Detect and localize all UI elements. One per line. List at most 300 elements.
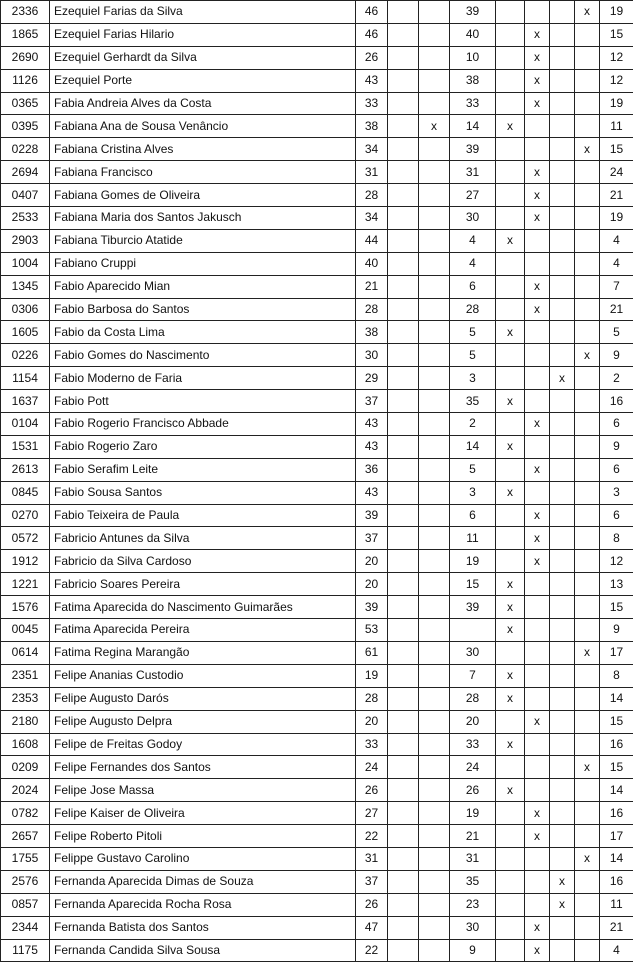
mark-cell-6 — [575, 779, 600, 802]
mark-cell-6 — [575, 92, 600, 115]
mark-cell-6 — [575, 710, 600, 733]
mark-cell-3 — [496, 939, 525, 962]
total-cell: 6 — [600, 504, 633, 527]
age-cell: 33 — [356, 733, 388, 756]
mark-cell-2 — [419, 527, 450, 550]
mark-cell-6 — [575, 893, 600, 916]
mark-cell-1 — [388, 161, 419, 184]
mark-cell-4 — [525, 573, 550, 596]
mark-cell-3: x — [496, 733, 525, 756]
number-cell: 5 — [450, 321, 496, 344]
mark-cell-6 — [575, 229, 600, 252]
name-cell: Ezequiel Farias da Silva — [50, 1, 356, 24]
total-cell: 4 — [600, 252, 633, 275]
number-cell: 39 — [450, 1, 496, 24]
mark-cell-6 — [575, 115, 600, 138]
mark-cell-6 — [575, 802, 600, 825]
mark-cell-4: x — [525, 802, 550, 825]
mark-cell-6 — [575, 825, 600, 848]
mark-cell-6 — [575, 184, 600, 207]
code-cell: 0614 — [1, 641, 50, 664]
mark-cell-6 — [575, 870, 600, 893]
mark-cell-6 — [575, 550, 600, 573]
total-cell: 15 — [600, 756, 633, 779]
name-cell: Fabio Sousa Santos — [50, 481, 356, 504]
mark-cell-2 — [419, 435, 450, 458]
total-cell: 14 — [600, 687, 633, 710]
table-row — [1, 207, 633, 230]
name-cell: Felipe Kaiser de Oliveira — [50, 802, 356, 825]
name-cell: Fabiana Tiburcio Atatide — [50, 229, 356, 252]
total-cell: 5 — [600, 321, 633, 344]
mark-cell-3 — [496, 252, 525, 275]
number-cell: 3 — [450, 481, 496, 504]
total-cell: 6 — [600, 458, 633, 481]
mark-cell-2 — [419, 298, 450, 321]
mark-cell-1 — [388, 458, 419, 481]
name-cell: Fabiana Gomes de Oliveira — [50, 184, 356, 207]
mark-cell-5 — [550, 527, 575, 550]
table-row — [1, 138, 633, 161]
age-cell: 29 — [356, 367, 388, 390]
mark-cell-5 — [550, 161, 575, 184]
mark-cell-5 — [550, 664, 575, 687]
code-cell: 0365 — [1, 92, 50, 115]
total-cell: 16 — [600, 390, 633, 413]
number-cell: 40 — [450, 23, 496, 46]
mark-cell-1 — [388, 527, 419, 550]
age-cell: 46 — [356, 1, 388, 24]
mark-cell-2 — [419, 138, 450, 161]
mark-cell-1 — [388, 870, 419, 893]
mark-cell-5 — [550, 641, 575, 664]
mark-cell-3 — [496, 893, 525, 916]
code-cell: 1175 — [1, 939, 50, 962]
mark-cell-3 — [496, 550, 525, 573]
mark-cell-3: x — [496, 664, 525, 687]
number-cell: 7 — [450, 664, 496, 687]
name-cell: Felipe Fernandes dos Santos — [50, 756, 356, 779]
mark-cell-4: x — [525, 184, 550, 207]
code-cell: 0228 — [1, 138, 50, 161]
code-cell: 0209 — [1, 756, 50, 779]
mark-cell-1 — [388, 756, 419, 779]
mark-cell-3 — [496, 92, 525, 115]
age-cell: 39 — [356, 504, 388, 527]
mark-cell-5 — [550, 413, 575, 436]
code-cell: 1912 — [1, 550, 50, 573]
mark-cell-6 — [575, 69, 600, 92]
mark-cell-2 — [419, 481, 450, 504]
mark-cell-6: x — [575, 641, 600, 664]
mark-cell-1 — [388, 596, 419, 619]
mark-cell-3 — [496, 344, 525, 367]
age-cell: 40 — [356, 252, 388, 275]
mark-cell-3: x — [496, 481, 525, 504]
age-cell: 43 — [356, 69, 388, 92]
mark-cell-1 — [388, 825, 419, 848]
mark-cell-4: x — [525, 413, 550, 436]
mark-cell-1 — [388, 92, 419, 115]
mark-cell-2 — [419, 756, 450, 779]
mark-cell-2 — [419, 641, 450, 664]
table-row — [1, 344, 633, 367]
total-cell: 14 — [600, 779, 633, 802]
name-cell: Fabricio Soares Pereira — [50, 573, 356, 596]
total-cell: 4 — [600, 229, 633, 252]
mark-cell-2 — [419, 504, 450, 527]
number-cell: 30 — [450, 916, 496, 939]
table-row — [1, 687, 633, 710]
mark-cell-1 — [388, 939, 419, 962]
mark-cell-6 — [575, 413, 600, 436]
code-cell: 2694 — [1, 161, 50, 184]
mark-cell-2 — [419, 619, 450, 642]
mark-cell-6 — [575, 161, 600, 184]
mark-cell-3 — [496, 641, 525, 664]
total-cell: 4 — [600, 939, 633, 962]
mark-cell-3 — [496, 413, 525, 436]
number-cell: 6 — [450, 275, 496, 298]
mark-cell-3 — [496, 916, 525, 939]
table-row — [1, 23, 633, 46]
mark-cell-5 — [550, 847, 575, 870]
code-cell: 2576 — [1, 870, 50, 893]
mark-cell-4: x — [525, 710, 550, 733]
code-cell: 1154 — [1, 367, 50, 390]
number-cell: 38 — [450, 69, 496, 92]
mark-cell-4: x — [525, 825, 550, 848]
table-row — [1, 184, 633, 207]
table-row — [1, 619, 633, 642]
mark-cell-2 — [419, 733, 450, 756]
code-cell: 1605 — [1, 321, 50, 344]
mark-cell-2 — [419, 252, 450, 275]
mark-cell-2 — [419, 939, 450, 962]
mark-cell-5 — [550, 298, 575, 321]
mark-cell-1 — [388, 779, 419, 802]
total-cell: 16 — [600, 802, 633, 825]
table-row — [1, 92, 633, 115]
mark-cell-1 — [388, 69, 419, 92]
mark-cell-5 — [550, 390, 575, 413]
mark-cell-3 — [496, 69, 525, 92]
mark-cell-2 — [419, 321, 450, 344]
mark-cell-3 — [496, 870, 525, 893]
mark-cell-4: x — [525, 939, 550, 962]
mark-cell-2 — [419, 687, 450, 710]
mark-cell-1 — [388, 367, 419, 390]
mark-cell-5 — [550, 596, 575, 619]
age-cell: 33 — [356, 92, 388, 115]
number-cell: 14 — [450, 435, 496, 458]
mark-cell-4 — [525, 344, 550, 367]
mark-cell-5: x — [550, 870, 575, 893]
mark-cell-1 — [388, 847, 419, 870]
name-cell: Felipe Ananias Custodio — [50, 664, 356, 687]
mark-cell-3 — [496, 367, 525, 390]
mark-cell-1 — [388, 733, 419, 756]
mark-cell-4 — [525, 435, 550, 458]
table-row — [1, 802, 633, 825]
name-cell: Fabio Moderno de Faria — [50, 367, 356, 390]
mark-cell-3 — [496, 504, 525, 527]
mark-cell-5 — [550, 46, 575, 69]
code-cell: 2180 — [1, 710, 50, 733]
total-cell: 15 — [600, 138, 633, 161]
age-cell: 28 — [356, 184, 388, 207]
number-cell: 28 — [450, 298, 496, 321]
age-cell: 37 — [356, 870, 388, 893]
mark-cell-4 — [525, 870, 550, 893]
table-row — [1, 779, 633, 802]
mark-cell-5: x — [550, 893, 575, 916]
name-cell: Felippe Gustavo Carolino — [50, 847, 356, 870]
mark-cell-1 — [388, 893, 419, 916]
mark-cell-6 — [575, 207, 600, 230]
code-cell: 1221 — [1, 573, 50, 596]
name-cell: Fernanda Aparecida Dimas de Souza — [50, 870, 356, 893]
name-cell: Fabio Barbosa do Santos — [50, 298, 356, 321]
mark-cell-4 — [525, 390, 550, 413]
age-cell: 24 — [356, 756, 388, 779]
number-cell: 14 — [450, 115, 496, 138]
total-cell: 16 — [600, 870, 633, 893]
mark-cell-1 — [388, 344, 419, 367]
mark-cell-2 — [419, 802, 450, 825]
mark-cell-4: x — [525, 207, 550, 230]
mark-cell-1 — [388, 207, 419, 230]
mark-cell-2 — [419, 710, 450, 733]
mark-cell-6 — [575, 367, 600, 390]
total-cell: 15 — [600, 596, 633, 619]
code-cell: 0782 — [1, 802, 50, 825]
mark-cell-5 — [550, 687, 575, 710]
code-cell: 1865 — [1, 23, 50, 46]
mark-cell-5 — [550, 69, 575, 92]
table-row — [1, 298, 633, 321]
table-row — [1, 641, 633, 664]
age-cell: 28 — [356, 687, 388, 710]
name-cell: Fabricio da Silva Cardoso — [50, 550, 356, 573]
number-cell: 11 — [450, 527, 496, 550]
mark-cell-4 — [525, 321, 550, 344]
mark-cell-4 — [525, 1, 550, 24]
code-cell: 0045 — [1, 619, 50, 642]
code-cell: 2903 — [1, 229, 50, 252]
mark-cell-5 — [550, 619, 575, 642]
total-cell: 11 — [600, 115, 633, 138]
number-cell: 15 — [450, 573, 496, 596]
code-cell: 0104 — [1, 413, 50, 436]
age-cell: 30 — [356, 344, 388, 367]
mark-cell-4 — [525, 779, 550, 802]
mark-cell-5 — [550, 733, 575, 756]
code-cell: 1004 — [1, 252, 50, 275]
name-cell: Fabio Serafim Leite — [50, 458, 356, 481]
age-cell: 43 — [356, 413, 388, 436]
age-cell: 43 — [356, 435, 388, 458]
code-cell: 1576 — [1, 596, 50, 619]
number-cell: 31 — [450, 847, 496, 870]
mark-cell-4: x — [525, 46, 550, 69]
name-cell: Felipe Augusto Delpra — [50, 710, 356, 733]
mark-cell-3 — [496, 46, 525, 69]
number-cell: 35 — [450, 390, 496, 413]
mark-cell-4: x — [525, 92, 550, 115]
total-cell: 12 — [600, 550, 633, 573]
age-cell: 61 — [356, 641, 388, 664]
mark-cell-1 — [388, 46, 419, 69]
table-row — [1, 847, 633, 870]
code-cell: 2533 — [1, 207, 50, 230]
code-cell: 2024 — [1, 779, 50, 802]
age-cell: 22 — [356, 825, 388, 848]
name-cell: Fabiana Ana de Sousa Venâncio — [50, 115, 356, 138]
number-cell: 27 — [450, 184, 496, 207]
mark-cell-5 — [550, 825, 575, 848]
mark-cell-2 — [419, 69, 450, 92]
total-cell: 8 — [600, 664, 633, 687]
age-cell: 34 — [356, 138, 388, 161]
table-row — [1, 458, 633, 481]
mark-cell-1 — [388, 664, 419, 687]
mark-cell-1 — [388, 619, 419, 642]
table-row — [1, 481, 633, 504]
mark-cell-5 — [550, 23, 575, 46]
mark-cell-2 — [419, 870, 450, 893]
mark-cell-5 — [550, 504, 575, 527]
mark-cell-1 — [388, 184, 419, 207]
total-cell: 9 — [600, 619, 633, 642]
number-cell: 30 — [450, 207, 496, 230]
number-cell: 20 — [450, 710, 496, 733]
age-cell: 20 — [356, 710, 388, 733]
name-cell: Fabio Rogerio Zaro — [50, 435, 356, 458]
name-cell: Fabricio Antunes da Silva — [50, 527, 356, 550]
table-row — [1, 46, 633, 69]
code-cell: 2657 — [1, 825, 50, 848]
table-row — [1, 664, 633, 687]
mark-cell-4: x — [525, 550, 550, 573]
total-cell: 9 — [600, 435, 633, 458]
name-cell: Fabio Aparecido Mian — [50, 275, 356, 298]
mark-cell-5 — [550, 710, 575, 733]
mark-cell-4: x — [525, 916, 550, 939]
mark-cell-2 — [419, 275, 450, 298]
mark-cell-5 — [550, 550, 575, 573]
total-cell: 19 — [600, 207, 633, 230]
mark-cell-5 — [550, 275, 575, 298]
mark-cell-2 — [419, 847, 450, 870]
mark-cell-1 — [388, 481, 419, 504]
age-cell: 22 — [356, 939, 388, 962]
mark-cell-6 — [575, 252, 600, 275]
mark-cell-2 — [419, 458, 450, 481]
mark-cell-2 — [419, 893, 450, 916]
age-cell: 21 — [356, 275, 388, 298]
mark-cell-2 — [419, 367, 450, 390]
mark-cell-5 — [550, 481, 575, 504]
mark-cell-5 — [550, 435, 575, 458]
mark-cell-3 — [496, 161, 525, 184]
table-row — [1, 870, 633, 893]
mark-cell-3: x — [496, 573, 525, 596]
mark-cell-4 — [525, 893, 550, 916]
number-cell: 26 — [450, 779, 496, 802]
mark-cell-2 — [419, 207, 450, 230]
name-cell: Fabio da Costa Lima — [50, 321, 356, 344]
mark-cell-2 — [419, 779, 450, 802]
table-row — [1, 733, 633, 756]
mark-cell-3 — [496, 275, 525, 298]
mark-cell-3: x — [496, 321, 525, 344]
number-cell: 2 — [450, 413, 496, 436]
mark-cell-1 — [388, 573, 419, 596]
mark-cell-6 — [575, 687, 600, 710]
mark-cell-6 — [575, 390, 600, 413]
mark-cell-6 — [575, 298, 600, 321]
total-cell: 21 — [600, 916, 633, 939]
mark-cell-4: x — [525, 161, 550, 184]
code-cell: 1345 — [1, 275, 50, 298]
code-cell: 0395 — [1, 115, 50, 138]
mark-cell-3 — [496, 23, 525, 46]
mark-cell-6 — [575, 664, 600, 687]
total-cell: 2 — [600, 367, 633, 390]
mark-cell-4 — [525, 641, 550, 664]
mark-cell-3: x — [496, 229, 525, 252]
code-cell: 2336 — [1, 1, 50, 24]
total-cell: 24 — [600, 161, 633, 184]
mark-cell-4 — [525, 664, 550, 687]
age-cell: 27 — [356, 802, 388, 825]
mark-cell-5 — [550, 756, 575, 779]
mark-cell-5 — [550, 207, 575, 230]
mark-cell-5 — [550, 779, 575, 802]
mark-cell-5 — [550, 184, 575, 207]
mark-cell-5 — [550, 573, 575, 596]
mark-cell-2 — [419, 550, 450, 573]
mark-cell-2 — [419, 344, 450, 367]
code-cell: 0407 — [1, 184, 50, 207]
mark-cell-4 — [525, 367, 550, 390]
age-cell: 19 — [356, 664, 388, 687]
name-cell: Ezequiel Gerhardt da Silva — [50, 46, 356, 69]
total-cell: 17 — [600, 641, 633, 664]
mark-cell-1 — [388, 802, 419, 825]
name-cell: Felipe de Freitas Godoy — [50, 733, 356, 756]
mark-cell-1 — [388, 275, 419, 298]
mark-cell-4 — [525, 619, 550, 642]
mark-cell-4 — [525, 138, 550, 161]
total-cell: 12 — [600, 69, 633, 92]
mark-cell-4 — [525, 229, 550, 252]
code-cell: 1755 — [1, 847, 50, 870]
total-cell: 19 — [600, 92, 633, 115]
mark-cell-3 — [496, 825, 525, 848]
code-cell: 1637 — [1, 390, 50, 413]
mark-cell-1 — [388, 550, 419, 573]
total-cell: 8 — [600, 527, 633, 550]
table-row — [1, 550, 633, 573]
number-cell: 5 — [450, 458, 496, 481]
mark-cell-5 — [550, 916, 575, 939]
name-cell: Fabio Pott — [50, 390, 356, 413]
mark-cell-6 — [575, 458, 600, 481]
table-row — [1, 573, 633, 596]
mark-cell-6 — [575, 916, 600, 939]
